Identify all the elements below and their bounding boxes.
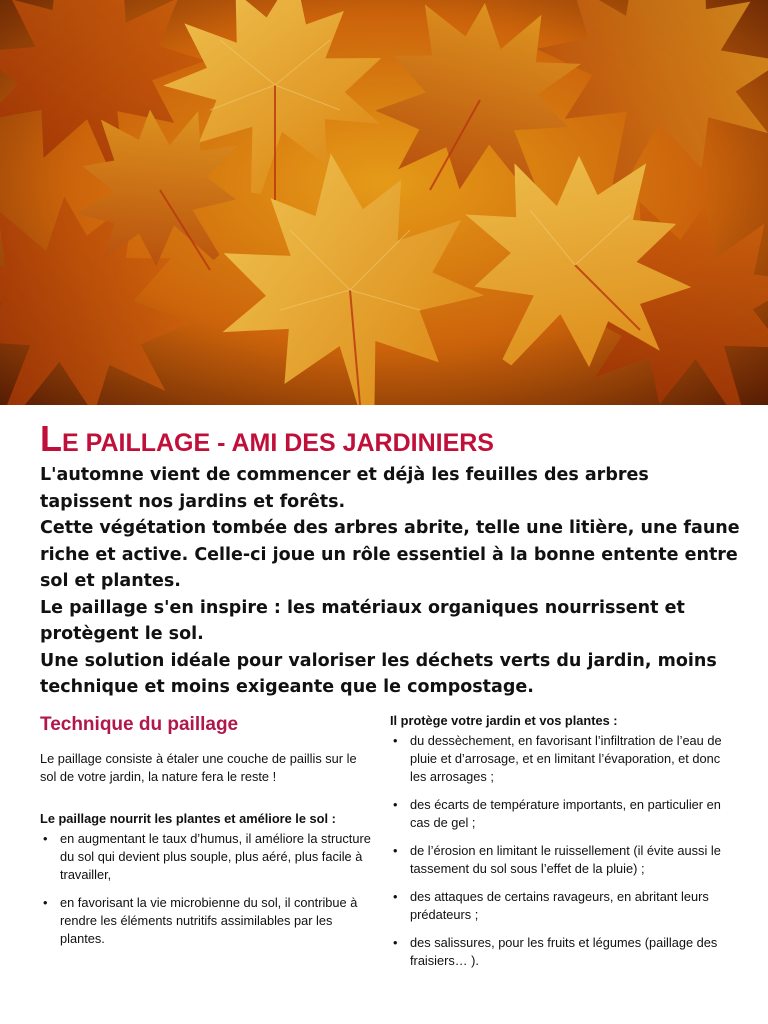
list-item [390, 934, 730, 970]
list-item [390, 796, 730, 832]
list-item-text: de l’érosion en limitant le ruissellement (il évite aussi le tassement du sol sous l’effet de la pluie) ; [410, 843, 721, 876]
bullet-icon: • [393, 733, 398, 748]
left-column [40, 712, 375, 958]
left-list [40, 830, 375, 948]
autumn-leaves-illustration [0, 0, 768, 405]
intro-text [40, 462, 740, 701]
bullet-icon: • [393, 889, 398, 904]
list-item [390, 888, 730, 924]
bullet-icon: • [43, 831, 48, 846]
section-heading: Technique du paillage [40, 714, 239, 735]
list-item-text: du dessèchement, en favorisant l’infiltration de l’eau de pluie et d’arrosage, et en limitant l’évaporation, et donc les arrosages ; [410, 733, 722, 784]
page-title [40, 418, 494, 460]
right-list [390, 732, 730, 970]
list-item-text: des salissures, pour les fruits et légumes (paillage des fraisiers… ). [410, 935, 718, 968]
list-item-text: en augmentant le taux d’humus, il améliore la structure du sol qui devient plus souple, plus aéré, plus facile à travailler, [60, 831, 371, 882]
list-item-text: en favorisant la vie microbienne du sol, il contribue à rendre les éléments nutritifs assimilables par les plantes. [60, 895, 358, 946]
right-subheading: Il protège votre jardin et vos plantes : [390, 713, 618, 728]
list-item-text: des attaques de certains ravageurs, en abritant leurs prédateurs ; [410, 889, 709, 922]
hero-image [0, 0, 768, 405]
list-item [390, 732, 730, 786]
intro-paragraph: Cette végétation tombée des arbres abrite, telle une litière, une faune riche et active. Celle-ci joue un rôle essentiel à la bonne entente entre sol et plantes. [40, 518, 740, 591]
section-lead: Le paillage consiste à étaler une couche de paillis sur le sol de votre jardin, la nature fera le reste ! [40, 751, 357, 784]
bullet-icon: • [393, 935, 398, 950]
intro-paragraph: Une solution idéale pour valoriser les déchets verts du jardin, moins technique et moins exigeante que le compostage. [40, 650, 717, 697]
list-item [390, 842, 730, 878]
title-first-letter: L [40, 418, 62, 459]
intro-paragraph: L'automne vient de commencer et déjà les feuilles des arbres tapissent nos jardins et forêts. [40, 465, 649, 512]
bullet-icon: • [393, 797, 398, 812]
title-rest: E PAILLAGE - AMI DES JARDINIERS [62, 429, 494, 457]
list-item-text: des écarts de température importants, en particulier en cas de gel ; [410, 797, 721, 830]
left-subheading: Le paillage nourrit les plantes et améliore le sol : [40, 811, 336, 826]
list-item [40, 830, 375, 884]
intro-paragraph: Le paillage s'en inspire : les matériaux organiques nourrissent et protègent le sol. [40, 597, 685, 644]
list-item [40, 894, 375, 948]
bullet-icon: • [393, 843, 398, 858]
bullet-icon: • [43, 895, 48, 910]
right-column [390, 712, 730, 980]
